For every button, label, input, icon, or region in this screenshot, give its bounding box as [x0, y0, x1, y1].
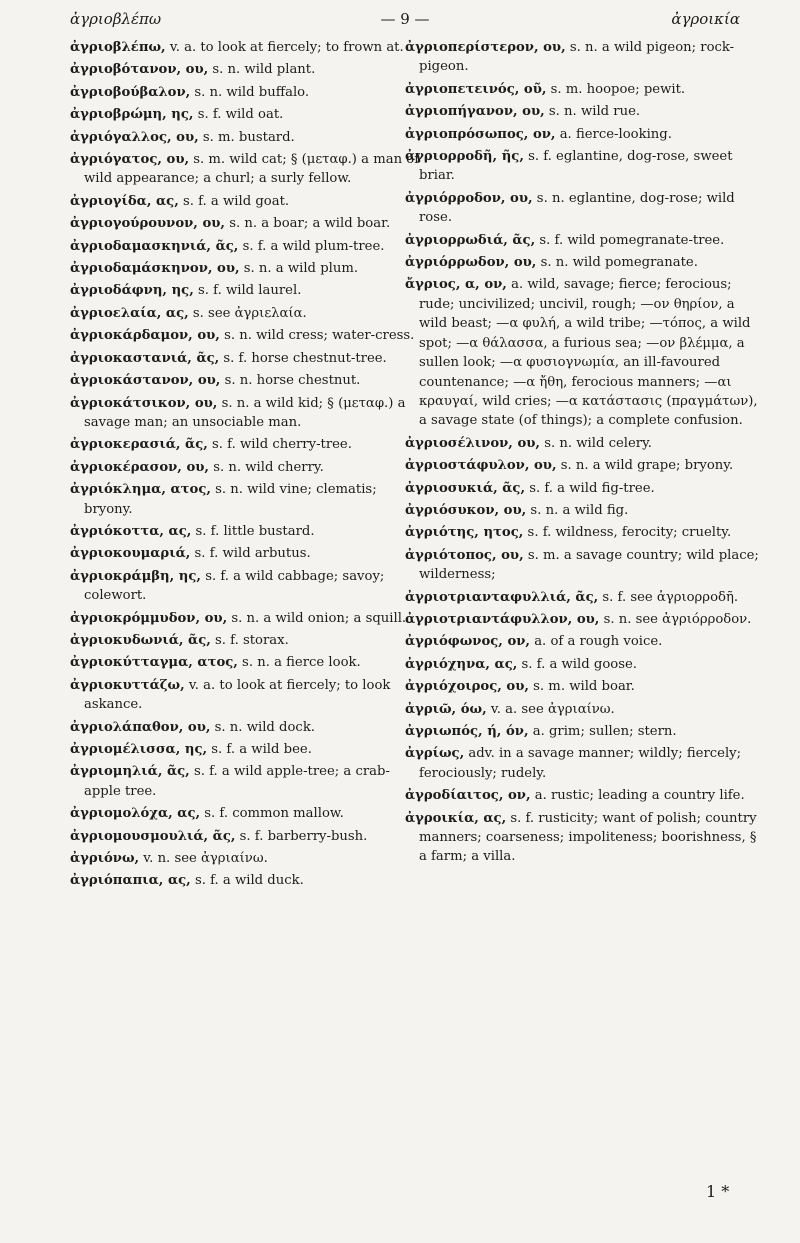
entry-definition: s. n. wild rue. [544, 104, 641, 120]
entry-headword: ἀγριογίδα, ας, [70, 193, 179, 209]
entry-definition: v. a. to look at fiercely; to look askance. [84, 677, 391, 713]
dictionary-entry [70, 631, 425, 650]
dictionary-entry [70, 237, 425, 256]
dictionary-entry [70, 371, 425, 390]
entry-headword: ἀγριόγαλλος, ου, [70, 129, 199, 145]
dictionary-entry [70, 458, 425, 477]
entry-headword: ἀγριομέλισσα, ης, [70, 742, 208, 757]
dictionary-entry [405, 744, 760, 783]
entry-headword: ἀγριοκάτσικον, ου, [70, 395, 218, 411]
dictionary-entry [70, 304, 425, 323]
entry-headword: ἀγριοπήγανον, ου, [405, 104, 545, 120]
entry-headword: ἀγριολάπαθον, ου, [70, 719, 211, 735]
entry-definition: s. f. rusticity; want of polish; country manners; coarseness; impoliteness; boorishness, § a farm; a villa. [419, 810, 757, 865]
dictionary-entry [405, 125, 760, 144]
header-last-word: ἀγροικία [671, 10, 740, 28]
dictionary-entry [405, 275, 760, 430]
dictionary-entry [405, 434, 760, 453]
entry-headword: ἀγριοβρώμη, ης, [70, 107, 194, 123]
entry-headword: ἀγριόχηνα, ας, [405, 656, 518, 672]
entry-headword: ἀγριογούρουνον, ου, [70, 216, 225, 232]
entry-definition: s. m. bustard. [198, 129, 295, 145]
entry-headword: ἀγριοκύτταγμα, ατος, [70, 655, 238, 671]
dictionary-entry [405, 102, 760, 121]
dictionary-entry [70, 480, 425, 519]
entry-definition: s. m. a savage country; wild place; wilderness; [419, 547, 759, 583]
entry-definition: s. f. wild laurel. [193, 283, 302, 299]
dictionary-entry [405, 147, 760, 186]
entry-headword: ἀγριορρωδιά, ᾶς, [405, 232, 536, 248]
entry-definition: s. n. wild buffalo. [190, 84, 310, 100]
dictionary-entry [70, 804, 425, 823]
dictionary-entry [70, 522, 425, 541]
entry-definition: s. n. wild celery. [540, 435, 652, 451]
entry-definition: v. a. to look at fiercely; to frown at. [165, 40, 404, 55]
entry-headword: ἀγριοκέρασον, ου, [70, 459, 210, 475]
page-number: — 9 — [380, 10, 430, 28]
entry-definition: s. n. a wild kid; § (μεταφ.) a savage man; an unsociable man. [84, 395, 406, 430]
dictionary-entry [405, 809, 760, 867]
dictionary-entry [405, 479, 760, 498]
entry-headword: ἀγριοκυττάζω, [70, 677, 185, 693]
running-header [70, 4, 740, 34]
entry-headword: ἀγροδίαιτος, ον, [405, 788, 531, 804]
entry-definition: s. f. common mallow. [200, 806, 344, 822]
dictionary-entry [405, 786, 760, 805]
entry-definition: s. n. a wild plum. [239, 261, 359, 277]
entry-definition: v. a. see ἀγριαίνω. [486, 701, 615, 717]
entry-definition: s. f. a wild cabbage; savoy; colewort. [84, 568, 385, 604]
entry-definition: s. f. a wild goose. [517, 656, 637, 672]
entry-headword: ἀγριόκοττα, ας, [70, 523, 192, 539]
dictionary-entry [405, 231, 760, 250]
entry-definition: a. rustic; leading a country life. [530, 788, 745, 804]
signature-mark: 1 * [706, 1182, 730, 1201]
entry-headword: ἀγριοκάστανον, ου, [70, 373, 221, 389]
entry-definition: s. n. wild dock. [210, 719, 315, 735]
entry-definition: s. n. wild cress; water-cress. [219, 328, 415, 344]
entry-definition: s. n. wild plant. [208, 62, 316, 78]
dictionary-entry [405, 632, 760, 651]
dictionary-entry [70, 567, 425, 606]
dictionary-entry [70, 653, 425, 672]
entry-definition: s. f. see ἀγριορροδῆ. [598, 589, 739, 605]
entry-headword: ἀγριοδαμασκηνιά, ᾶς, [70, 238, 239, 254]
entry-definition: s. f. wild cherry-tree. [207, 437, 352, 453]
entry-headword: ἀγριοπερίστερον, ου, [405, 40, 566, 55]
dictionary-entry [405, 588, 760, 607]
dictionary-entry [405, 501, 760, 520]
entry-definition: s. see ἀγριελαία. [188, 305, 307, 321]
entry-definition: s. f. horse chestnut-tree. [219, 350, 387, 366]
dictionary-entry [405, 38, 760, 77]
entry-definition: s. m. wild cat; § (μεταφ.) a man of wild appearance; a churl; a surly fellow. [84, 152, 420, 187]
dictionary-entry [70, 435, 425, 454]
entry-headword: ἀγριῶ, όω, [405, 701, 487, 717]
entry-headword: ἀγριοτριανταφυλλιά, ᾶς, [405, 589, 599, 605]
dictionary-entry [70, 740, 425, 759]
entry-headword: ἀγριοδάφνη, ης, [70, 283, 194, 299]
entry-definition: adv. in a savage manner; wildly; fiercely; ferociously; rudely. [419, 746, 742, 781]
entry-definition: s. n. wild cherry. [209, 459, 324, 475]
entry-headword: ἀγριοσέλινον, ου, [405, 435, 540, 451]
entry-definition: s. n. a boar; a wild boar. [225, 216, 391, 232]
dictionary-entry [70, 544, 425, 563]
entry-headword: ἀγριόρρωδον, ου, [405, 255, 537, 271]
entry-headword: ἀγριομουσμουλιά, ᾶς, [70, 828, 236, 844]
dictionary-entry [70, 718, 425, 737]
entry-definition: s. m. wild boar. [528, 679, 635, 695]
entry-headword: ἄγριος, α, ον, [405, 277, 507, 293]
entry-definition: s. n. a wild pigeon; rock-pigeon. [419, 40, 735, 75]
entry-headword: ἀγρίως, [405, 746, 465, 762]
entry-headword: ἀγριόφωνος, ον, [405, 634, 530, 650]
entry-headword: ἀγριοπρόσωπος, ον, [405, 126, 556, 142]
entry-headword: ἀγριόκλημα, ατος, [70, 482, 211, 498]
dictionary-entry [70, 609, 425, 628]
dictionary-entry [70, 326, 425, 345]
entry-definition: s. f. a wild plum-tree. [238, 238, 385, 254]
dictionary-entry [70, 128, 425, 147]
entry-definition: s. f. storax. [210, 632, 289, 648]
entry-definition: s. n. eglantine, dog-rose; wild rose. [419, 190, 735, 226]
entry-definition: s. n. a wild grape; bryony. [556, 458, 734, 474]
entry-definition: s. m. hoopoe; pewit. [546, 81, 686, 97]
entry-definition: s. n. horse chestnut. [220, 373, 361, 389]
dictionary-entry [70, 214, 425, 233]
entry-headword: ἀγριοβότανον, ου, [70, 62, 209, 78]
entry-definition: s. f. a wild goat. [178, 193, 290, 209]
entry-headword: ἀγριόσυκον, ου, [405, 502, 527, 518]
entry-definition: s. n. see ἀγριόρροδον. [599, 611, 752, 627]
entry-definition: s. f. wildness, ferocity; cruelty. [523, 525, 732, 541]
right-column [405, 38, 760, 870]
dictionary-entry [70, 38, 425, 57]
entry-definition: a. of a rough voice. [530, 634, 663, 650]
entry-headword: ἀγριορροδῆ, ῆς, [405, 149, 524, 165]
left-column [70, 38, 425, 894]
dictionary-entry [70, 192, 425, 211]
dictionary-entry [70, 871, 425, 890]
entry-headword: ἀγριοκαστανιά, ᾶς, [70, 350, 220, 366]
entry-definition: s. f. a wild apple-tree; a crab-apple tree. [84, 764, 390, 799]
entry-definition: s. f. wild pomegranate-tree. [535, 232, 725, 248]
entry-definition: s. n. wild pomegranate. [536, 255, 698, 271]
dictionary-entry [405, 610, 760, 629]
entry-headword: ἀγριοελαία, ας, [70, 305, 189, 321]
dictionary-entry [405, 456, 760, 475]
dictionary-entry [70, 676, 425, 715]
entry-headword: ἀγριοβλέπω, [70, 40, 166, 55]
entry-headword: ἀγριοσυκιά, ᾶς, [405, 480, 526, 496]
entry-definition: a. grim; sullen; stern. [528, 724, 677, 739]
entry-headword: ἀγριοτριαντάφυλλον, ου, [405, 611, 600, 627]
entry-definition: s. f. wild oat. [193, 107, 284, 123]
entry-definition: s. f. little bustard. [191, 523, 315, 539]
entry-headword: ἀγριοβούβαλον, [70, 84, 191, 100]
entry-headword: ἀγριομηλιά, ᾶς, [70, 764, 190, 780]
entry-headword: ἀγριόχοιρος, ου, [405, 679, 529, 695]
entry-definition: a. wild, savage; fierce; ferocious; rude; uncivilized; uncivil, rough; —ον θηρίον, a wild beast; —α φυλή, a wild tribe; —τόπος, a wild spot; —α θάλασσα, a furious sea; —ον βλέμμα, a sullen look; —α φυσιογνωμία, an ill-favoured countenance; —α ἤθη, ferocious manners; —αι κραυγαί, wild cries; —α κατάστασις (πραγμάτων), a savage state (of things); a complete confusion. [419, 277, 758, 429]
dictionary-entry [70, 150, 425, 189]
dictionary-entry [405, 700, 760, 719]
entry-headword: ἀγροικία, ας, [405, 810, 507, 826]
entry-headword: ἀγριοκρόμμυδον, ου, [70, 610, 228, 626]
entry-headword: ἀγριόρροδον, ου, [405, 190, 533, 206]
entry-definition: s. n. a fierce look. [237, 655, 361, 671]
dictionary-entry [405, 677, 760, 696]
entry-headword: ἀγριομολόχα, ας, [70, 806, 201, 822]
entry-headword: ἀγριωπός, ή, όν, [405, 724, 529, 739]
dictionary-entry [70, 849, 425, 868]
entry-definition: s. f. barberry-bush. [235, 828, 368, 844]
dictionary-entry [70, 60, 425, 79]
dictionary-entry [405, 655, 760, 674]
entry-headword: ἀγριόπαπια, ας, [70, 873, 191, 889]
entry-headword: ἀγριόγατος, ου, [70, 152, 190, 168]
dictionary-entry [70, 349, 425, 368]
dictionary-entry [70, 762, 425, 801]
entry-headword: ἀγριοκάρδαμον, ου, [70, 328, 220, 344]
dictionary-entry [405, 189, 760, 228]
header-first-word: ἀγριοβλέπω [70, 10, 162, 28]
entry-headword: ἀγριοκράμβη, ης, [70, 568, 201, 584]
entry-definition: s. n. wild vine; clematis; bryony. [84, 482, 377, 517]
entry-definition: s. f. a wild bee. [207, 742, 312, 757]
entry-headword: ἀγριοκερασιά, ᾶς, [70, 437, 208, 453]
entry-definition: s. f. wild arbutus. [190, 546, 311, 562]
entry-definition: s. f. eglantine, dog-rose, sweet briar. [419, 149, 733, 184]
dictionary-entry [70, 83, 425, 102]
entry-headword: ἀγριοκουμαριά, [70, 546, 191, 562]
dictionary-entry [405, 546, 760, 585]
entry-headword: ἀγριόνω, [70, 851, 140, 867]
dictionary-entry [70, 827, 425, 846]
entry-definition: a. fierce-looking. [555, 126, 672, 142]
dictionary-entry [405, 80, 760, 99]
dictionary-entry [70, 394, 425, 433]
entry-definition: s. f. a wild duck. [190, 873, 304, 889]
entry-definition: s. f. a wild fig-tree. [525, 480, 655, 496]
entry-headword: ἀγριοπετεινός, οῦ, [405, 81, 547, 97]
entry-definition: v. n. see ἀγριαίνω. [139, 851, 268, 867]
entry-definition: s. n. a wild fig. [526, 502, 629, 518]
entry-headword: ἀγριοκυδωνιά, ᾶς, [70, 632, 211, 648]
entry-headword: ἀγριοστάφυλον, ου, [405, 458, 557, 474]
dictionary-entry [405, 523, 760, 542]
entry-headword: ἀγριότης, ητος, [405, 525, 524, 541]
dictionary-entry [70, 259, 425, 278]
entry-headword: ἀγριοδαμάσκηνον, ου, [70, 261, 240, 277]
dictionary-entry [70, 105, 425, 124]
entry-definition: s. n. a wild onion; a squill. [227, 610, 407, 626]
entry-headword: ἀγριότοπος, ου, [405, 547, 524, 563]
dictionary-entry [405, 253, 760, 272]
dictionary-entry [405, 722, 760, 741]
dictionary-entry [70, 281, 425, 300]
